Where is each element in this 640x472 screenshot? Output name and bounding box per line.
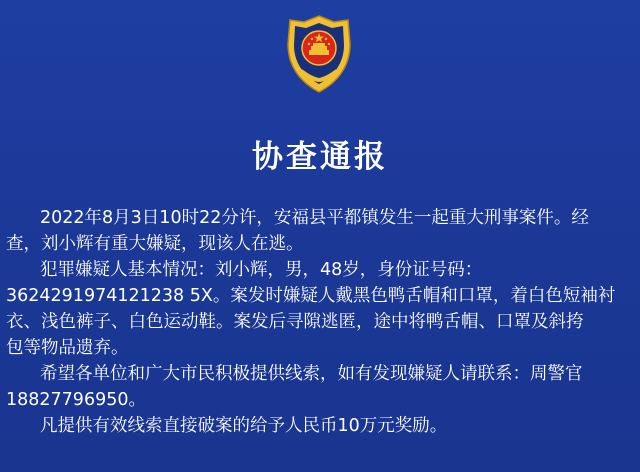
paragraph-line: 犯罪嫌疑人基本情况：刘小辉，男，48岁，身份证号码： xyxy=(40,260,483,280)
paragraph-line: 3624291974121238 5X。案发时嫌疑人戴黑色鸭舌帽和口罩，着白色短袖衬 xyxy=(6,286,616,306)
page-title: 协查通报 xyxy=(252,139,388,175)
paragraph-line: 查，刘小辉有重大嫌疑，现该人在逃。 xyxy=(6,234,304,254)
paragraph-line: 衣、浅色裤子、白色运动鞋。案发后寻隙逃匿，途中将鸭舌帽、口罩及斜挎 xyxy=(6,312,584,332)
paragraph-line: 包等物品遗弃。 xyxy=(6,338,129,358)
notice-body xyxy=(6,205,636,439)
paragraph-line: 2022年8月3日10时22分许，安福县平都镇发生一起重大刑事案件。经 xyxy=(40,208,589,228)
paragraph-line: 凡提供有效线索直接破案的给予人民币10万元奖励。 xyxy=(40,416,448,436)
paragraph-line: 18827796950。 xyxy=(6,390,146,410)
paragraph-line: 希望各单位和广大市民积极提供线索，如有发现嫌疑人请联系：周警官 xyxy=(40,364,583,384)
police-emblem-icon xyxy=(284,14,354,94)
